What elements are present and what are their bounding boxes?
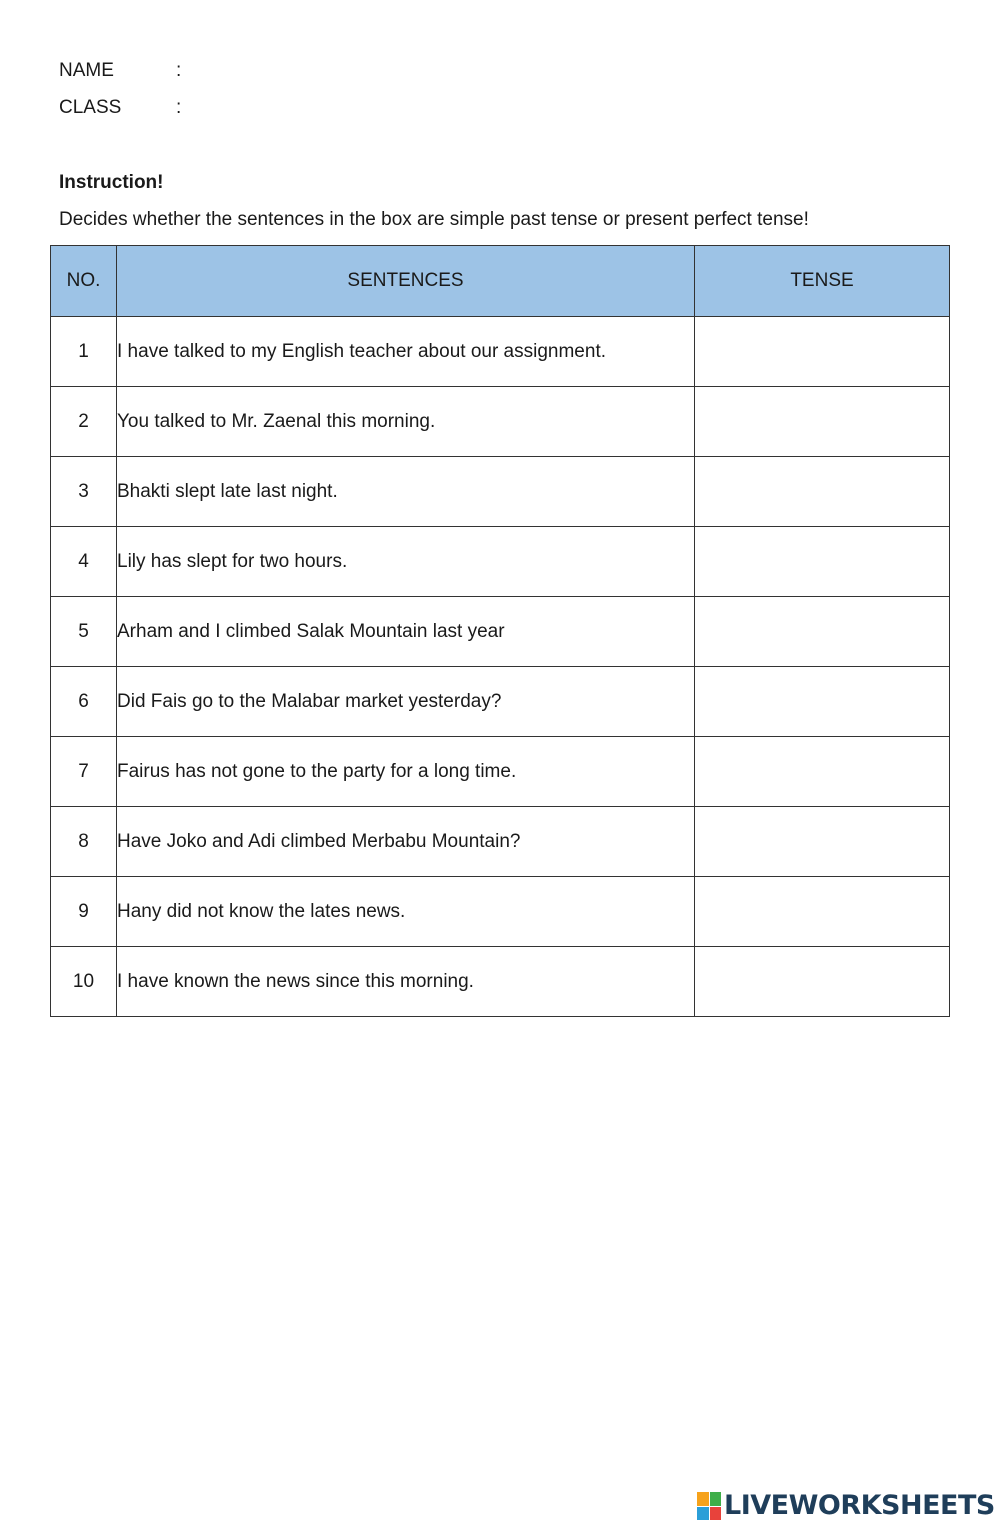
tense-answer-cell[interactable] xyxy=(695,667,950,737)
table-row xyxy=(51,457,950,527)
row-number: 9 xyxy=(51,877,117,947)
table-header-row xyxy=(51,246,950,317)
row-number: 10 xyxy=(51,947,117,1017)
class-label: CLASS xyxy=(59,97,122,118)
tense-answer-cell[interactable] xyxy=(695,877,950,947)
liveworksheets-logo-icon xyxy=(697,1492,721,1520)
row-sentence: Did Fais go to the Malabar market yesterday? xyxy=(117,667,695,737)
row-number: 4 xyxy=(51,527,117,597)
table-row xyxy=(51,667,950,737)
row-number: 3 xyxy=(51,457,117,527)
tense-answer-cell[interactable] xyxy=(695,457,950,527)
tense-answer-cell[interactable] xyxy=(695,387,950,457)
row-number: 2 xyxy=(51,387,117,457)
column-header-sentences: SENTENCES xyxy=(117,246,695,317)
tense-answer-cell[interactable] xyxy=(695,807,950,877)
class-colon: : xyxy=(176,97,182,118)
table-row xyxy=(51,807,950,877)
tense-answer-cell[interactable] xyxy=(695,947,950,1017)
worksheet-table xyxy=(50,245,950,1017)
liveworksheets-logo[interactable] xyxy=(697,1490,995,1522)
logo-square-3 xyxy=(697,1507,709,1521)
row-sentence: Bhakti slept late last night. xyxy=(117,457,695,527)
table-row xyxy=(51,387,950,457)
row-sentence: You talked to Mr. Zaenal this morning. xyxy=(117,387,695,457)
logo-square-2 xyxy=(710,1492,722,1506)
row-sentence: I have known the news since this morning. xyxy=(117,947,695,1017)
name-label: NAME xyxy=(59,60,114,81)
column-header-tense: TENSE xyxy=(695,246,950,317)
instruction-title: Instruction! xyxy=(59,172,164,193)
row-number: 7 xyxy=(51,737,117,807)
tense-answer-cell[interactable] xyxy=(695,737,950,807)
row-number: 8 xyxy=(51,807,117,877)
row-number: 6 xyxy=(51,667,117,737)
row-sentence: Have Joko and Adi climbed Merbabu Mountain? xyxy=(117,807,695,877)
table-row xyxy=(51,597,950,667)
tense-answer-cell[interactable] xyxy=(695,527,950,597)
class-field xyxy=(59,97,181,119)
row-sentence: I have talked to my English teacher about our assignment. xyxy=(117,317,695,387)
table-row xyxy=(51,737,950,807)
tense-answer-cell[interactable] xyxy=(695,597,950,667)
name-colon: : xyxy=(176,60,182,81)
row-sentence: Hany did not know the lates news. xyxy=(117,877,695,947)
table-row xyxy=(51,527,950,597)
row-sentence: Lily has slept for two hours. xyxy=(117,527,695,597)
table-row xyxy=(51,877,950,947)
row-sentence: Arham and I climbed Salak Mountain last year xyxy=(117,597,695,667)
row-number: 1 xyxy=(51,317,117,387)
name-field xyxy=(59,60,181,82)
row-sentence: Fairus has not gone to the party for a long time. xyxy=(117,737,695,807)
column-header-no: NO. xyxy=(51,246,117,317)
logo-text: LIVEWORKSHEETS xyxy=(724,1490,995,1521)
table-row xyxy=(51,317,950,387)
instruction-text: Decides whether the sentences in the box are simple past tense or present perfect tense! xyxy=(59,209,809,230)
logo-square-4 xyxy=(710,1507,722,1521)
table-row xyxy=(51,947,950,1017)
row-number: 5 xyxy=(51,597,117,667)
tense-answer-cell[interactable] xyxy=(695,317,950,387)
logo-square-1 xyxy=(697,1492,709,1506)
